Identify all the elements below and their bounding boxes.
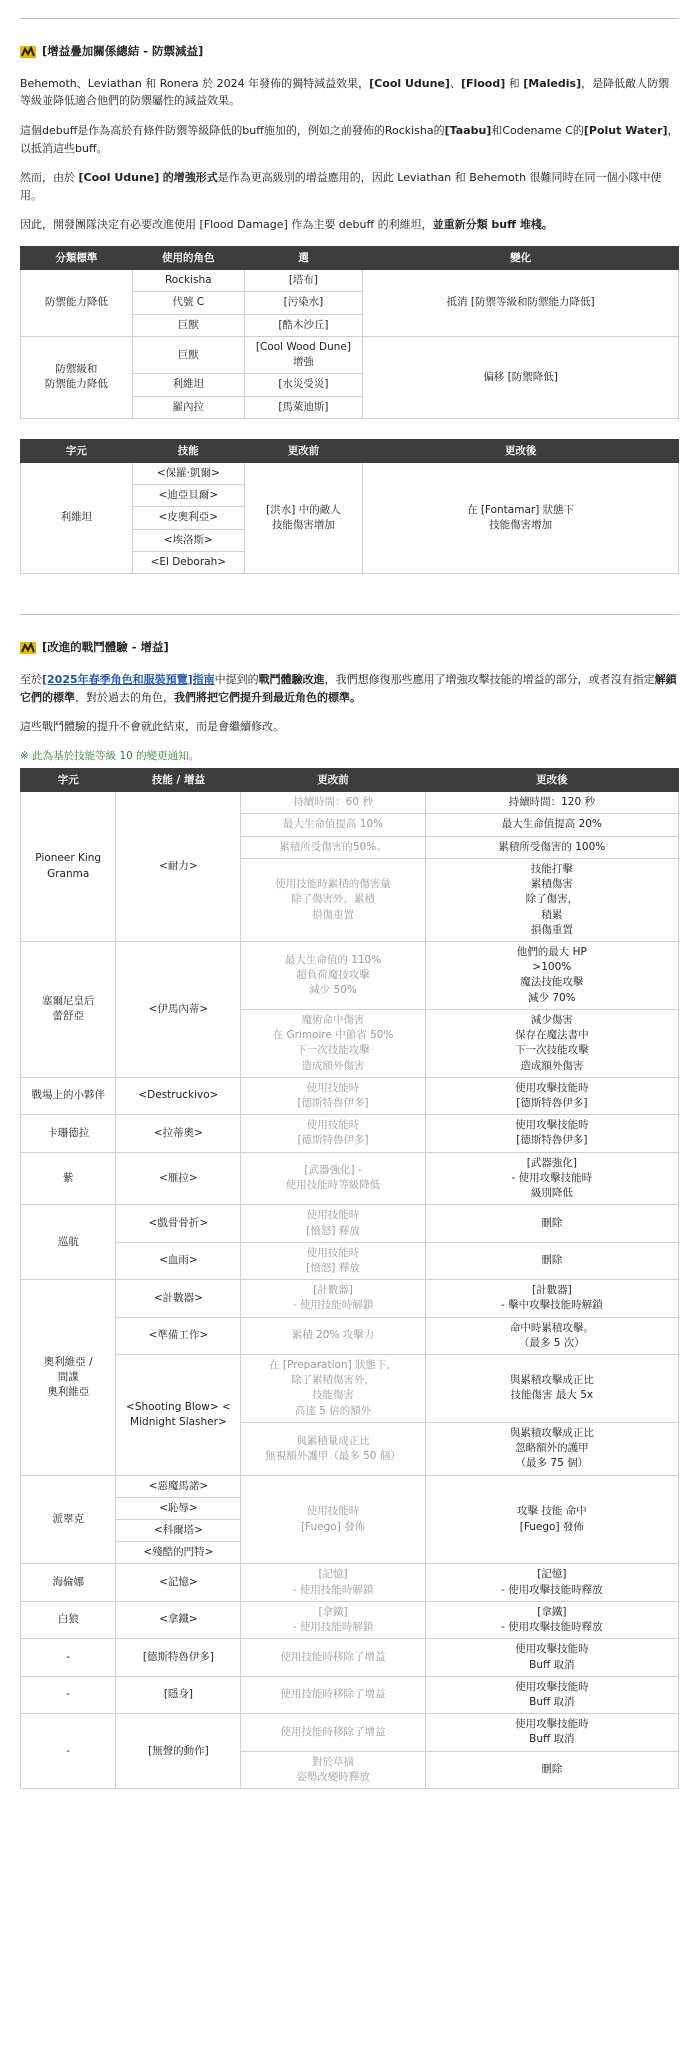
table-header: 字元: [21, 439, 133, 462]
before-cell: 魔術命中傷害 在 Grimoire 中節省 50% 下一次技能攻擊 造成額外傷害: [241, 1009, 425, 1077]
before-cell: 使用技能時 [憤怒] 釋放: [241, 1205, 425, 1242]
highlight-icon: [20, 641, 36, 655]
after-cell: 使用攻擊技能時 [德斯特魯伊多]: [425, 1077, 678, 1114]
table-row: [21, 1714, 679, 1751]
after-cell: [計數器] - 擊中攻擊技能時解鎖: [425, 1280, 678, 1317]
before-cell: 對於草摘 姿勢改變時釋放: [241, 1751, 425, 1788]
after-cell: 刪除: [425, 1751, 678, 1788]
table-header: 更改前: [244, 439, 362, 462]
after-cell: 持續時間：120 秒: [425, 792, 678, 814]
after-cell: 減少傷害 保存在魔法書中 下一次技能攻擊 造成額外傷害: [425, 1009, 678, 1077]
skill-cell: <Destruckivo>: [116, 1077, 241, 1114]
guide-link[interactable]: [2025年春季角色和服裝預覽]指南: [42, 672, 215, 686]
debuff-classification-table: [20, 246, 679, 419]
section1-paragraph-2: [20, 122, 679, 157]
skill-cell: <準備工作>: [116, 1317, 241, 1354]
divider: [20, 18, 679, 19]
table-row: [21, 1355, 679, 1423]
skill-level-note: ※ 此為基於技能等級 10 的變更通知。: [20, 749, 200, 762]
table-row: [21, 1564, 679, 1601]
before-cell: [拿鐵] - 使用技能時解鎖: [241, 1601, 425, 1638]
after-cell: 與累積攻擊成正比 技能傷害 最大 5x: [425, 1355, 678, 1423]
text-run: 、: [449, 76, 461, 90]
before-cell: 與累積量成正比 無視額外護甲（最多 50 個）: [241, 1422, 425, 1475]
before-cell: [武器強化] - 使用技能時等級降低: [241, 1152, 425, 1205]
role-cell: Rockisha: [132, 270, 244, 292]
character-cell: 巡航: [21, 1205, 116, 1280]
section1-paragraph-3: [20, 169, 679, 204]
table-row: [21, 1152, 679, 1205]
bold-text: [Flood]: [460, 76, 506, 90]
before-cell: 使用技能時 [德斯特魯伊多]: [241, 1077, 425, 1114]
skill-cell: [馬萊迪斯]: [244, 396, 362, 418]
role-cell: 巨獸: [132, 336, 244, 373]
skill-cell: <記憶>: [116, 1564, 241, 1601]
leviathan-change-table: [20, 439, 679, 574]
section-title: [20, 639, 679, 657]
section2-paragraph-2: 這些戰鬥體驗的提升不會就此結束，而是會繼續修改。: [20, 720, 284, 734]
skill-cell: [Cool Wood Dune] 增強: [244, 336, 362, 373]
bold-text: [Maledis]: [523, 76, 582, 90]
after-cell: 使用攻擊技能時 Buff 取消: [425, 1639, 678, 1676]
table-row: [21, 1077, 679, 1114]
before-cell: 最大生命值的 110% 超負荷魔技攻擊 減少 50%: [241, 942, 425, 1010]
after-cell: 最大生命值提高 20%: [425, 814, 678, 836]
change-cell: 抵消 [防禦等級和防禦能力降低]: [363, 270, 679, 337]
skill-cell: <計數器>: [116, 1280, 241, 1317]
table-header: 分類標準: [21, 246, 133, 269]
before-cell: 最大生命值提高 10%: [241, 814, 425, 836]
character-cell: 白狼: [21, 1601, 116, 1638]
skill-cell: <拉蒂奧>: [116, 1115, 241, 1152]
before-cell: [洪水] 中的敵人 技能傷害增加: [244, 463, 362, 574]
skill-cell: <迪亞貝爾>: [132, 485, 244, 507]
text-run: 至於: [20, 672, 42, 686]
after-cell: 他們的最大 HP >100% 魔法技能攻擊 減少 70%: [425, 942, 678, 1010]
section1-paragraph-1: [20, 75, 679, 110]
after-cell: 與累積攻擊成正比 忽略額外的護甲 （最多 75 個）: [425, 1422, 678, 1475]
role-cell: 代號 C: [132, 292, 244, 314]
character-cell: 戰場上的小夥伴: [21, 1077, 116, 1114]
skill-cell: [塔布]: [244, 270, 362, 292]
table-header: 字元: [21, 768, 116, 791]
after-cell: 在 [Fontamar] 狀態下 技能傷害增加: [363, 463, 679, 574]
combat-experience-table: [20, 768, 679, 1789]
category-cell: 防禦級和 防禦能力降低: [21, 336, 133, 418]
character-cell: 卡珊德拉: [21, 1115, 116, 1152]
role-cell: 羅內拉: [132, 396, 244, 418]
table-row: [21, 1242, 679, 1279]
skill-cell: <恥辱>: [116, 1497, 241, 1519]
skill-cell: [污染水]: [244, 292, 362, 314]
skill-cell: <耐力>: [116, 792, 241, 942]
character-cell: 利維坦: [21, 463, 133, 574]
before-cell: 使用技能時 [德斯特魯伊多]: [241, 1115, 425, 1152]
bold-text: [Taabu]: [444, 124, 492, 137]
character-cell: 海倫娜: [21, 1564, 116, 1601]
category-cell: 防禦能力降低: [21, 270, 133, 337]
table-row: [21, 1601, 679, 1638]
before-cell: [計數器] - 使用技能時解鎖: [241, 1280, 425, 1317]
table-row: [21, 1639, 679, 1676]
after-cell: 刪除: [425, 1242, 678, 1279]
text-run: 和: [505, 76, 524, 90]
after-cell: 使用攻擊技能時 [德斯特魯伊多]: [425, 1115, 678, 1152]
table-row: [21, 463, 679, 485]
role-cell: 利維坦: [132, 374, 244, 396]
skill-cell: <戲骨骨折>: [116, 1205, 241, 1242]
table-row: [21, 1205, 679, 1242]
section1-title: [增益疊加關係總結 - 防禦減益]: [42, 44, 204, 58]
bold-text: 戰鬥體驗改進: [258, 672, 325, 686]
skill-cell: <伊馬內蒂>: [116, 942, 241, 1078]
bold-text: [Cool Udune]: [369, 76, 450, 90]
text-run: 中提到的: [214, 672, 259, 686]
table-row: [21, 792, 679, 814]
table-header: 技能: [132, 439, 244, 462]
text-run: 然而，由於: [20, 171, 79, 185]
before-cell: 持續時間：60 秒: [241, 792, 425, 814]
skill-cell: <科爾塔>: [116, 1520, 241, 1542]
text-run: ，以抵消這些buff。: [20, 124, 679, 155]
skill-cell: <拿鐵>: [116, 1601, 241, 1638]
after-cell: 使用攻擊技能時 Buff 取消: [425, 1676, 678, 1713]
text-run: ，對於過去的角色，: [75, 690, 174, 704]
after-cell: [拿鐵] - 使用攻擊技能時釋放: [425, 1601, 678, 1638]
text-run: 這個debuff是作為高於有條件防禦等級降低的buff施加的，例如之前發佈的Rockisha的: [20, 124, 445, 137]
after-cell: 命中時累積攻擊。 （最多 5 次）: [425, 1317, 678, 1354]
table-row: [21, 1115, 679, 1152]
skill-cell: <殘酷的門特>: [116, 1542, 241, 1564]
bold-text: 我們將把它們提升到最近角色的標準。: [174, 690, 361, 704]
table-header: 使用的角色: [132, 246, 244, 269]
before-cell: [記憶] - 使用技能時解鎖: [241, 1564, 425, 1601]
skill-cell: <El Deborah>: [132, 551, 244, 573]
character-cell: 派翠克: [21, 1475, 116, 1564]
section2-title: [改進的戰鬥體驗 - 增益]: [42, 640, 169, 655]
after-cell: [武器強化] - 使用攻擊技能時 級別降低: [425, 1152, 678, 1205]
after-cell: 技能打擊 累積傷害 除了傷害， 積累 損傷重置: [425, 858, 678, 941]
table-row: [21, 1475, 679, 1497]
table-row: [21, 1280, 679, 1317]
table-header: 更改前: [241, 768, 425, 791]
table-row: [21, 1317, 679, 1354]
skill-cell: <保羅·凱爾>: [132, 463, 244, 485]
skill-cell: [無聲的動作]: [116, 1714, 241, 1789]
character-cell: -: [21, 1676, 116, 1713]
character-cell: Pioneer King Granma: [21, 792, 116, 942]
text-run: 和Codename C的: [491, 124, 584, 137]
skill-cell: <皮奧利亞>: [132, 507, 244, 529]
before-cell: 使用技能時移除了增益: [241, 1639, 425, 1676]
section-title: [20, 43, 679, 61]
before-cell: 使用技能時 [Fuego] 發佈: [241, 1475, 425, 1564]
table-row: [21, 942, 679, 1010]
skill-cell: [德斯特魯伊多]: [116, 1639, 241, 1676]
character-cell: 塞爾尼皇后 蕾舒亞: [21, 942, 116, 1078]
table-row: [21, 270, 679, 292]
text-run: 是作為更高級別的增益應用的，因此 Leviathan 和 Behemoth 很難同時在同一個小隊中使用。: [20, 171, 662, 202]
skill-cell: <血雨>: [116, 1242, 241, 1279]
after-cell: 攻擊 技能 命中 [Fuego] 發佈: [425, 1475, 678, 1564]
table-row: [21, 336, 679, 373]
before-cell: 使用技能時累積的傷害量 除了傷害外，累積 損傷重置: [241, 858, 425, 941]
table-row: [21, 1676, 679, 1713]
bold-text: 的增強形式: [162, 171, 218, 185]
after-cell: 累積所受傷害的 100%: [425, 836, 678, 858]
skill-cell: <雁拉>: [116, 1152, 241, 1205]
before-cell: 累積 20% 攻擊力: [241, 1317, 425, 1354]
before-cell: 使用技能時移除了增益: [241, 1676, 425, 1713]
bold-text: [Polut Water]: [583, 124, 668, 137]
skill-cell: <埃洛斯>: [132, 529, 244, 551]
skill-cell: <惡魔馬諾>: [116, 1475, 241, 1497]
divider: [20, 614, 679, 615]
table-header: 選: [244, 246, 362, 269]
skill-cell: [隱身]: [116, 1676, 241, 1713]
table-header: 技能 / 增益: [116, 768, 241, 791]
character-cell: -: [21, 1714, 116, 1789]
after-cell: [記憶] - 使用攻擊技能時釋放: [425, 1564, 678, 1601]
before-cell: 使用技能時 [憤怒] 釋放: [241, 1242, 425, 1279]
highlight-icon: [20, 45, 36, 59]
bold-text: [Cool Udune]: [78, 171, 160, 185]
text-run: ，是降低敵人防禦等級並降低適合他們的防禦屬性的減益效果。: [20, 76, 670, 108]
before-cell: 在 [Preparation] 狀態下， 除了累積傷害外， 技能傷害 高達 5 倍的額外: [241, 1355, 425, 1423]
character-cell: 紫: [21, 1152, 116, 1205]
section2-paragraph-1: [20, 671, 679, 706]
text-run: 因此，開發團隊決定有必要改進使用 [Flood Damage] 作為主要 debuff 的利維坦，: [20, 218, 433, 232]
skill-cell: [水災受災]: [244, 374, 362, 396]
skill-cell: <Shooting Blow> < Midnight Slasher>: [116, 1355, 241, 1476]
change-cell: 偏移 [防禦降低]: [363, 336, 679, 418]
before-cell: 累積所受傷害的50%。: [241, 836, 425, 858]
after-cell: 使用攻擊技能時 Buff 取消: [425, 1714, 678, 1751]
bold-text: 並重新分類 buff 堆棧。: [432, 218, 553, 232]
character-cell: 奧利維亞 / 間諜 奧利維亞: [21, 1280, 116, 1475]
bold-text: 解鎖它們的標準: [20, 672, 677, 704]
table-header: 更改後: [425, 768, 678, 791]
character-cell: -: [21, 1639, 116, 1676]
section1-paragraph-4: [20, 216, 679, 234]
text-run: Behemoth、Leviathan 和 Ronera 於 2024 年發佈的獨特減益效果，: [20, 76, 370, 90]
text-run: ，我們想修復那些應用了增強攻擊技能的增益的部分，或者沒有指定: [324, 672, 655, 686]
skill-cell: [酷木沙丘]: [244, 314, 362, 336]
after-cell: 刪除: [425, 1205, 678, 1242]
table-header: 變化: [363, 246, 679, 269]
table-header: 更改後: [363, 439, 679, 462]
before-cell: 使用技能時移除了增益: [241, 1714, 425, 1751]
role-cell: 巨獸: [132, 314, 244, 336]
